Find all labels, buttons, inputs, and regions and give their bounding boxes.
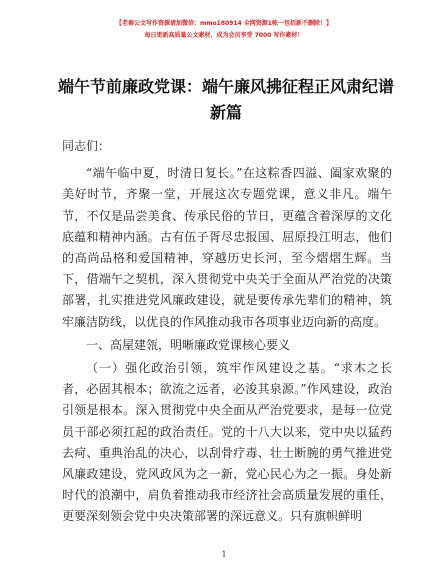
salutation: 同志们： (62, 139, 111, 153)
document-body (62, 136, 392, 528)
section-heading-1: 一、高屋建瓴，明晰廉政党课核心要义 (86, 337, 291, 352)
page-number: 1 (221, 550, 227, 559)
subsection-paragraph-1: （一）强化政治引领，筑牢作风建设之基。“求木之长者，必固其根本；欲流之远者，必浚其泉源。”作风建设，政治引领是根本。深入贯彻党中央全面从严治党要求，是每一位党员干部必须扛起的政治责任。党的十八大以来，党中央以猛药去疴、重典治乱的决心，以刮骨疗毒、壮士断腕的勇气推进党风廉政建设，党风政风为之一新，党心民心为之一振。身处新时代的浪潮中，肩负着推动我市经济社会高质量发展的重任，更要深刻领会党中央决策部署的深远意义。只有旗帜鲜明 (62, 361, 392, 524)
promo-banner (0, 18, 448, 42)
document-title: 端午节前廉政党课：端午廉风拂征程正风肃纪谱新篇 (57, 77, 394, 122)
banner-line-1: 【老秦公文写作资源请加微信：mmo180914 全网资源1帐一包括新不删除！】 (116, 20, 332, 27)
banner-line-2: 每日更新高质量公文素材，成为会员享受 7000 写作素材！ (144, 32, 304, 39)
intro-paragraph: “端午临中夏，时清日复长。”在这粽香四溢、阖家欢聚的美好时节，齐聚一堂，开展这次专题党课，意义非凡。端午节，不仅是品尝美食、传承民俗的节日，更蕴含着深厚的文化底蕴和精神内涵。古有伍子胥尽忠报国、屈原投江明志，他们的高尚品格和爱国精神，穿越历史长河，至今熠熠生辉。当下，借端午之契机，深入贯彻党中央关于全面从严治党的决策部署，扎实推进党风廉政建设，就是要传承先辈们的精神，筑牢廉洁防线，以优良的作风推动我市各项事业迈向新的高度。 (62, 166, 392, 329)
